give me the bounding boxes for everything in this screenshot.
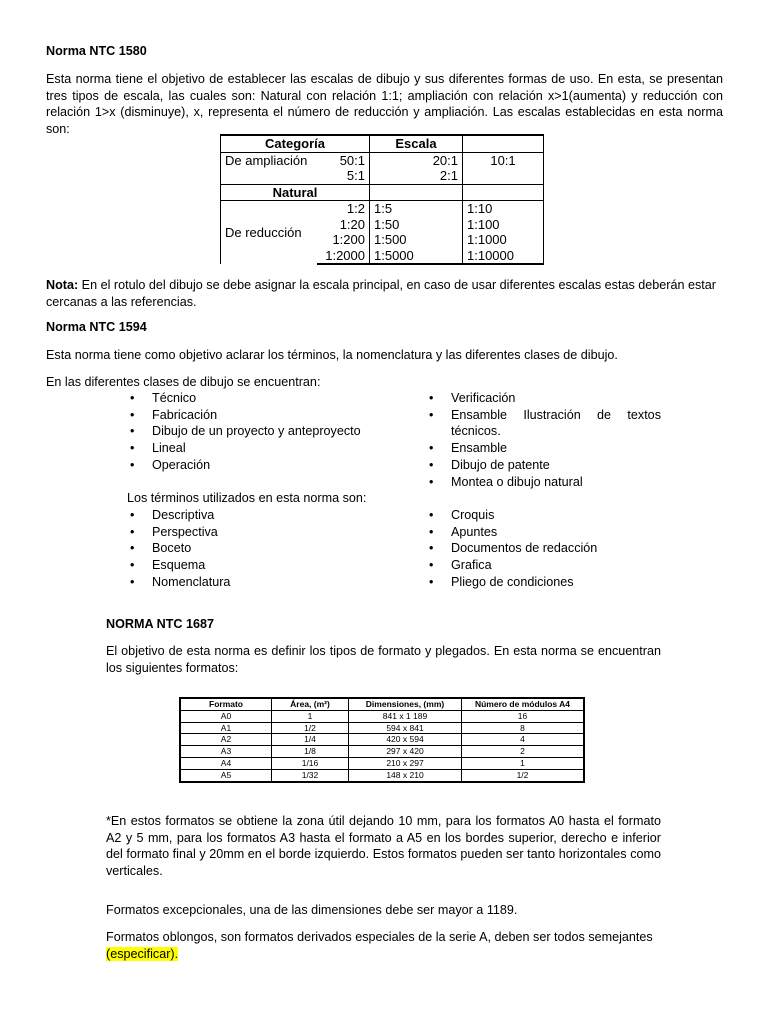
table-row — [180, 757, 584, 769]
terminos-list-left — [127, 507, 407, 591]
list-item: • Dibujo de patente — [426, 457, 661, 474]
scales-cell: 5:1 — [317, 168, 369, 184]
ntc1687-intro: El objetivo de esta norma es definir los tipos de formato y plegados. En esta norma se encuentran los siguientes formatos: — [106, 644, 661, 675]
formats-cell: 420 x 594 — [349, 734, 462, 746]
list-item: • Nomenclatura — [127, 574, 407, 591]
scales-natural-label: Natural — [221, 184, 370, 201]
scales-cell: 1:10 — [463, 201, 544, 217]
nota-text: En el rotulo del dibujo se debe asignar la escala principal, en caso de usar diferentes escalas estas deberán estar cercanas a las referencias. — [46, 278, 716, 309]
formats-cell: 16 — [462, 710, 585, 722]
clases-list-right — [426, 390, 661, 490]
formats-cell: 1/2 — [272, 722, 349, 734]
scales-cell: 1:1000 — [463, 232, 544, 248]
formats-header: Dimensiones, (mm) — [349, 698, 462, 710]
list-item: • Descriptiva — [127, 507, 407, 524]
scales-cell: 1:2000 — [317, 248, 369, 265]
list-item: • Ensamble Ilustración de textos técnicos. — [426, 407, 661, 440]
scales-header-escala: Escala — [370, 135, 463, 152]
scales-ampliacion-label: De ampliación — [221, 152, 318, 168]
formats-cell: 1/4 — [272, 734, 349, 746]
scales-cell: 1:500 — [370, 232, 463, 248]
scales-reduccion-label: De reducción — [221, 201, 318, 265]
formats-cell: 1/16 — [272, 757, 349, 769]
ntc1594-intro: Esta norma tiene como objetivo aclarar los términos, la nomenclatura y las diferentes clases de dibujo. — [46, 348, 618, 362]
oblongos-text: Formatos oblongos, son formatos derivados especiales de la serie A, deben ser todos semejantes — [106, 930, 653, 944]
terminos-list-right — [426, 507, 661, 591]
formats-cell: A3 — [180, 746, 272, 758]
formats-table — [179, 697, 585, 783]
scales-cell: 1:5 — [370, 201, 463, 217]
scales-cell: 1:5000 — [370, 248, 463, 265]
formats-cell: 8 — [462, 722, 585, 734]
formats-cell: 1/2 — [462, 769, 585, 781]
formats-cell: 1/32 — [272, 769, 349, 781]
formats-header: Formato — [180, 698, 272, 710]
list-item: • Croquis — [426, 507, 661, 524]
nota-formatos: *En estos formatos se obtiene la zona útil dejando 10 mm, para los formatos A0 hasta el formato A2 y 5 mm, para los formatos A3 hasta el formato a A5 en los bordes superior, derecho e inferior del formato final y 20mm en el borde izquierdo. Estos formatos pueden ser tanto horizontales como verticales. — [106, 814, 661, 878]
ntc1580-nota — [46, 277, 726, 310]
list-item: • Verificación — [426, 390, 661, 407]
list-item: • Pliego de condiciones — [426, 574, 661, 591]
scales-cell: 1:10000 — [463, 248, 544, 265]
list-item: • Ensamble — [426, 440, 661, 457]
table-row — [180, 734, 584, 746]
list-item: • Lineal — [127, 440, 407, 457]
ntc1594-title: Norma NTC 1594 — [46, 320, 147, 334]
list-item: • Perspectiva — [127, 524, 407, 541]
formats-cell: A4 — [180, 757, 272, 769]
formats-cell: A0 — [180, 710, 272, 722]
formatos-oblongos — [106, 929, 661, 962]
formats-cell: 210 x 297 — [349, 757, 462, 769]
list-item: • Dibujo de un proyecto y anteproyecto — [127, 423, 407, 440]
formats-cell: 2 — [462, 746, 585, 758]
formats-header: Número de módulos A4 — [462, 698, 585, 710]
formats-cell: 4 — [462, 734, 585, 746]
formats-cell: 297 x 420 — [349, 746, 462, 758]
scales-cell: 50:1 — [317, 152, 369, 168]
list-item: • Técnico — [127, 390, 407, 407]
oblongos-highlight: (especificar). — [106, 946, 179, 961]
scales-cell: 1:20 — [317, 217, 369, 233]
clases-intro: En las diferentes clases de dibujo se encuentran: — [46, 375, 321, 389]
table-row — [180, 710, 584, 722]
list-item: • Boceto — [127, 540, 407, 557]
formats-cell: 1 — [462, 757, 585, 769]
formats-cell: A1 — [180, 722, 272, 734]
formats-cell: 841 x 1 189 — [349, 710, 462, 722]
scales-cell: 10:1 — [463, 152, 544, 168]
list-item: • Montea o dibujo natural — [426, 474, 661, 491]
scales-cell: 20:1 — [370, 152, 463, 168]
scales-header-categoria: Categoría — [221, 135, 370, 152]
formatos-excepcionales: Formatos excepcionales, una de las dimensiones debe ser mayor a 1189. — [106, 903, 518, 917]
formats-cell: 594 x 841 — [349, 722, 462, 734]
formats-cell: A2 — [180, 734, 272, 746]
scales-cell: 1:100 — [463, 217, 544, 233]
list-item: • Esquema — [127, 557, 407, 574]
scales-cell: 1:50 — [370, 217, 463, 233]
formats-cell: A5 — [180, 769, 272, 781]
scales-cell: 1:2 — [317, 201, 369, 217]
terminos-intro: Los términos utilizados en esta norma son: — [127, 491, 367, 505]
table-row — [180, 722, 584, 734]
scales-table — [220, 134, 544, 265]
ntc1687-title: NORMA NTC 1687 — [106, 617, 214, 631]
list-item: • Apuntes — [426, 524, 661, 541]
scales-cell: 2:1 — [370, 168, 463, 184]
ntc1580-intro: Esta norma tiene el objetivo de establecer las escalas de dibujo y sus diferentes formas de uso. En esta, se presentan tres tipos de escala, las cuales son: Natural con relación 1:1; ampliación con relación x>1(aumenta) y reducción con relación 1>x (disminuye), x, representa el número de reducción y ampliación. Las escalas establecidas en esta norma son: — [46, 72, 723, 136]
scales-cell — [463, 168, 544, 184]
formats-cell: 1 — [272, 710, 349, 722]
scales-cell: 1:200 — [317, 232, 369, 248]
list-item: • Documentos de redacción — [426, 540, 661, 557]
list-item: • Operación — [127, 457, 407, 474]
nota-label: Nota: — [46, 278, 79, 292]
formats-cell: 1/8 — [272, 746, 349, 758]
table-row — [180, 769, 584, 781]
list-item: • Fabricación — [127, 407, 407, 424]
clases-list-left — [127, 390, 407, 474]
formats-header: Área, (m²) — [272, 698, 349, 710]
list-item: • Grafica — [426, 557, 661, 574]
table-row — [180, 746, 584, 758]
ntc1580-title: Norma NTC 1580 — [46, 44, 147, 58]
formats-cell: 148 x 210 — [349, 769, 462, 781]
